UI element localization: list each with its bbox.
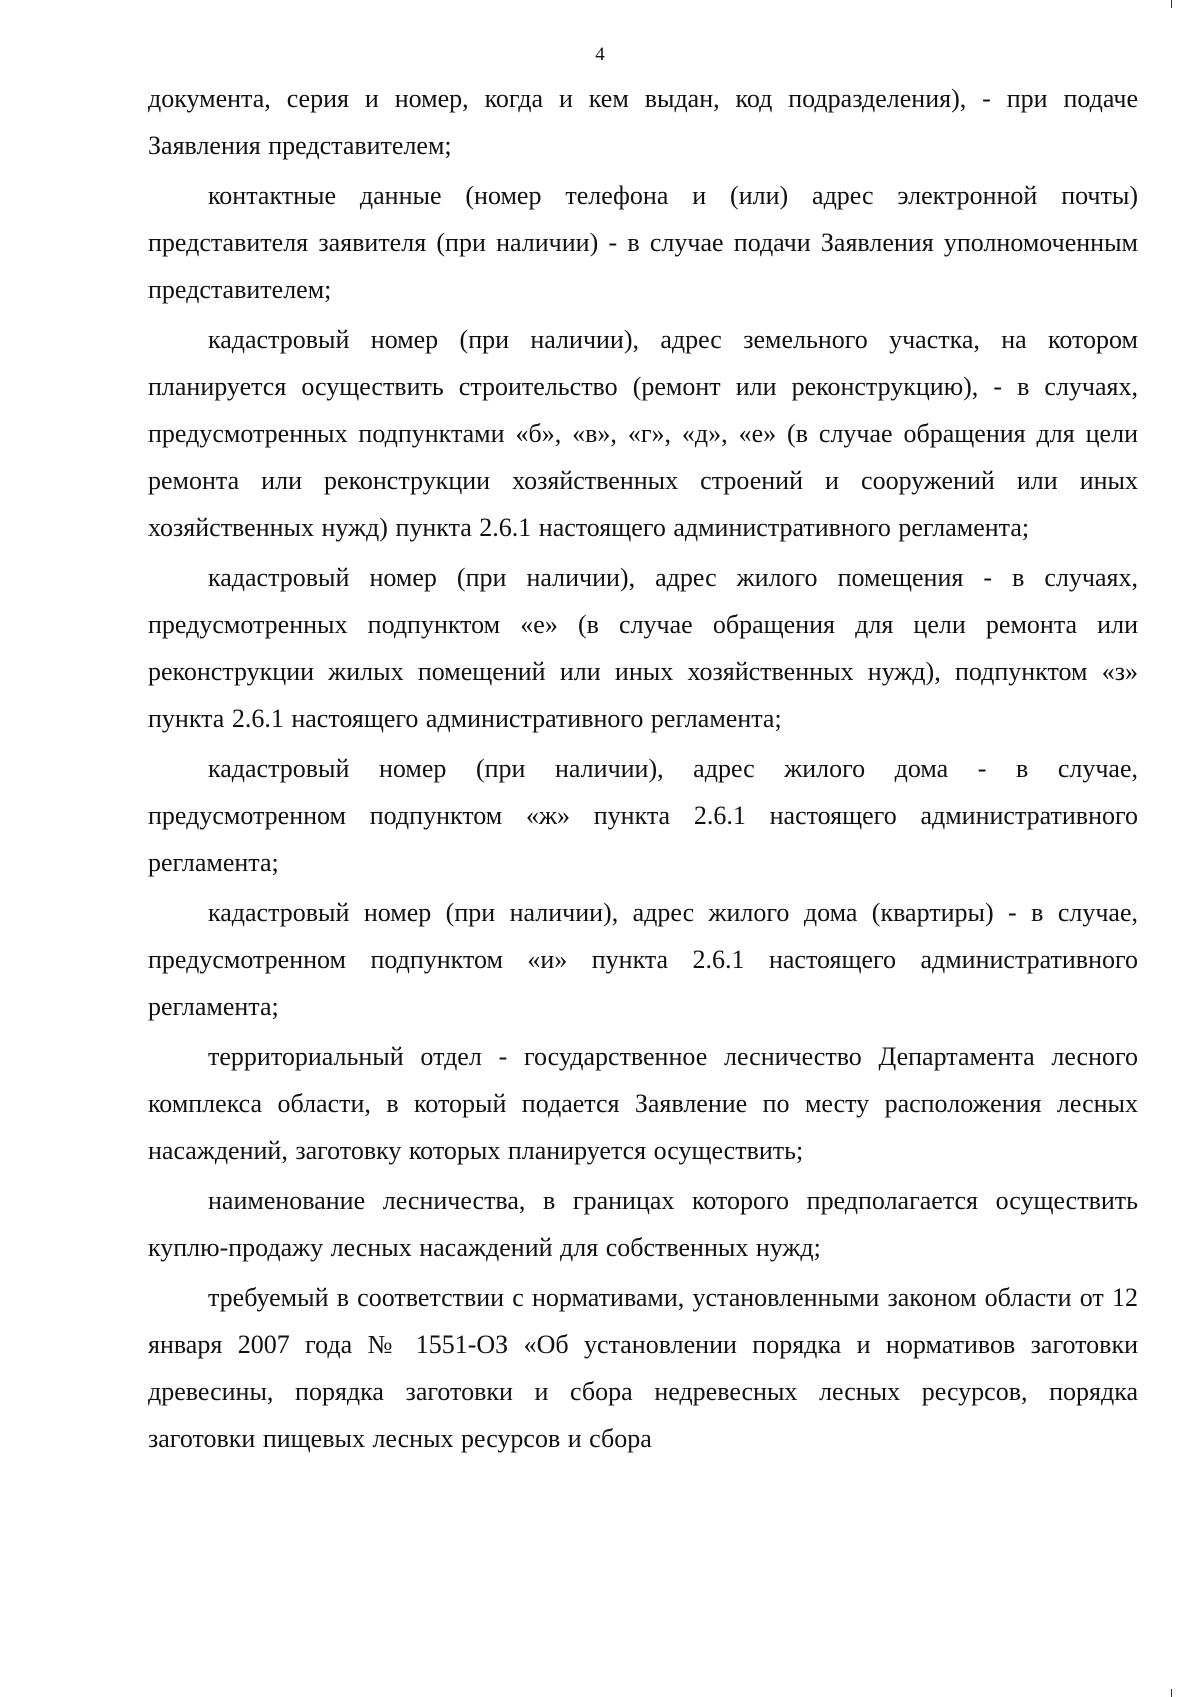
scan-edge-mark (1171, 1689, 1172, 1697)
paragraph: кадастровый номер (при наличии), адрес жилого дома - в случае, предусмотренном подпунктом «ж» пункта 2.6.1 настоящего административного регламента; (148, 754, 1138, 877)
document-body (148, 75, 1138, 1465)
paragraph: кадастровый номер (при наличии), адрес жилого дома (квартиры) - в случае, предусмотренном подпунктом «и» пункта 2.6.1 настоящего административного регламента; (148, 898, 1138, 1021)
paragraph: контактные данные (номер телефона и (или) адрес электронной почты) представителя заявителя (при наличии) - в случае подачи Заявления уполномоченным представителем; (148, 181, 1138, 304)
paragraph: территориальный отдел - государственное лесничество Департамента лесного комплекса области, в который подается Заявление по месту расположения лесных насаждений, заготовку которых планируется осуществить; (148, 1042, 1138, 1165)
paragraph: документа, серия и номер, когда и кем выдан, код подразделения), - при подаче Заявления представителем; (148, 84, 1138, 160)
page-number: 4 (595, 44, 605, 65)
scan-edge-mark (1171, 0, 1172, 8)
paragraph: наименование лесничества, в границах которого предполагается осуществить куплю-продажу лесных насаждений для собственных нужд; (148, 1186, 1138, 1262)
paragraph: кадастровый номер (при наличии), адрес земельного участка, на котором планируется осуществить строительство (ремонт или реконструкцию), - в случаях, предусмотренных подпунктами «б», «в», «г», «д», «е» (в случае обращения для цели ремонта или реконструкции хозяйственных строений и сооружений или иных хозяйственных нужд) пункта 2.6.1 настоящего административного регламента; (148, 325, 1138, 542)
paragraph: кадастровый номер (при наличии), адрес жилого помещения - в случаях, предусмотренных подпунктом «е» (в случае обращения для цели ремонта или реконструкции жилых помещений или иных хозяйственных нужд), подпунктом «з» пункта 2.6.1 настоящего административного регламента; (148, 563, 1138, 733)
paragraph: требуемый в соответствии с нормативами, установленными законом области от 12 января 2007 года № 1551-ОЗ «Об установлении порядка и нормативов заготовки древесины, порядка заготовки и сбора недревесных лесных ресурсов, порядка заготовки пищевых лесных ресурсов и сбора (148, 1283, 1138, 1453)
